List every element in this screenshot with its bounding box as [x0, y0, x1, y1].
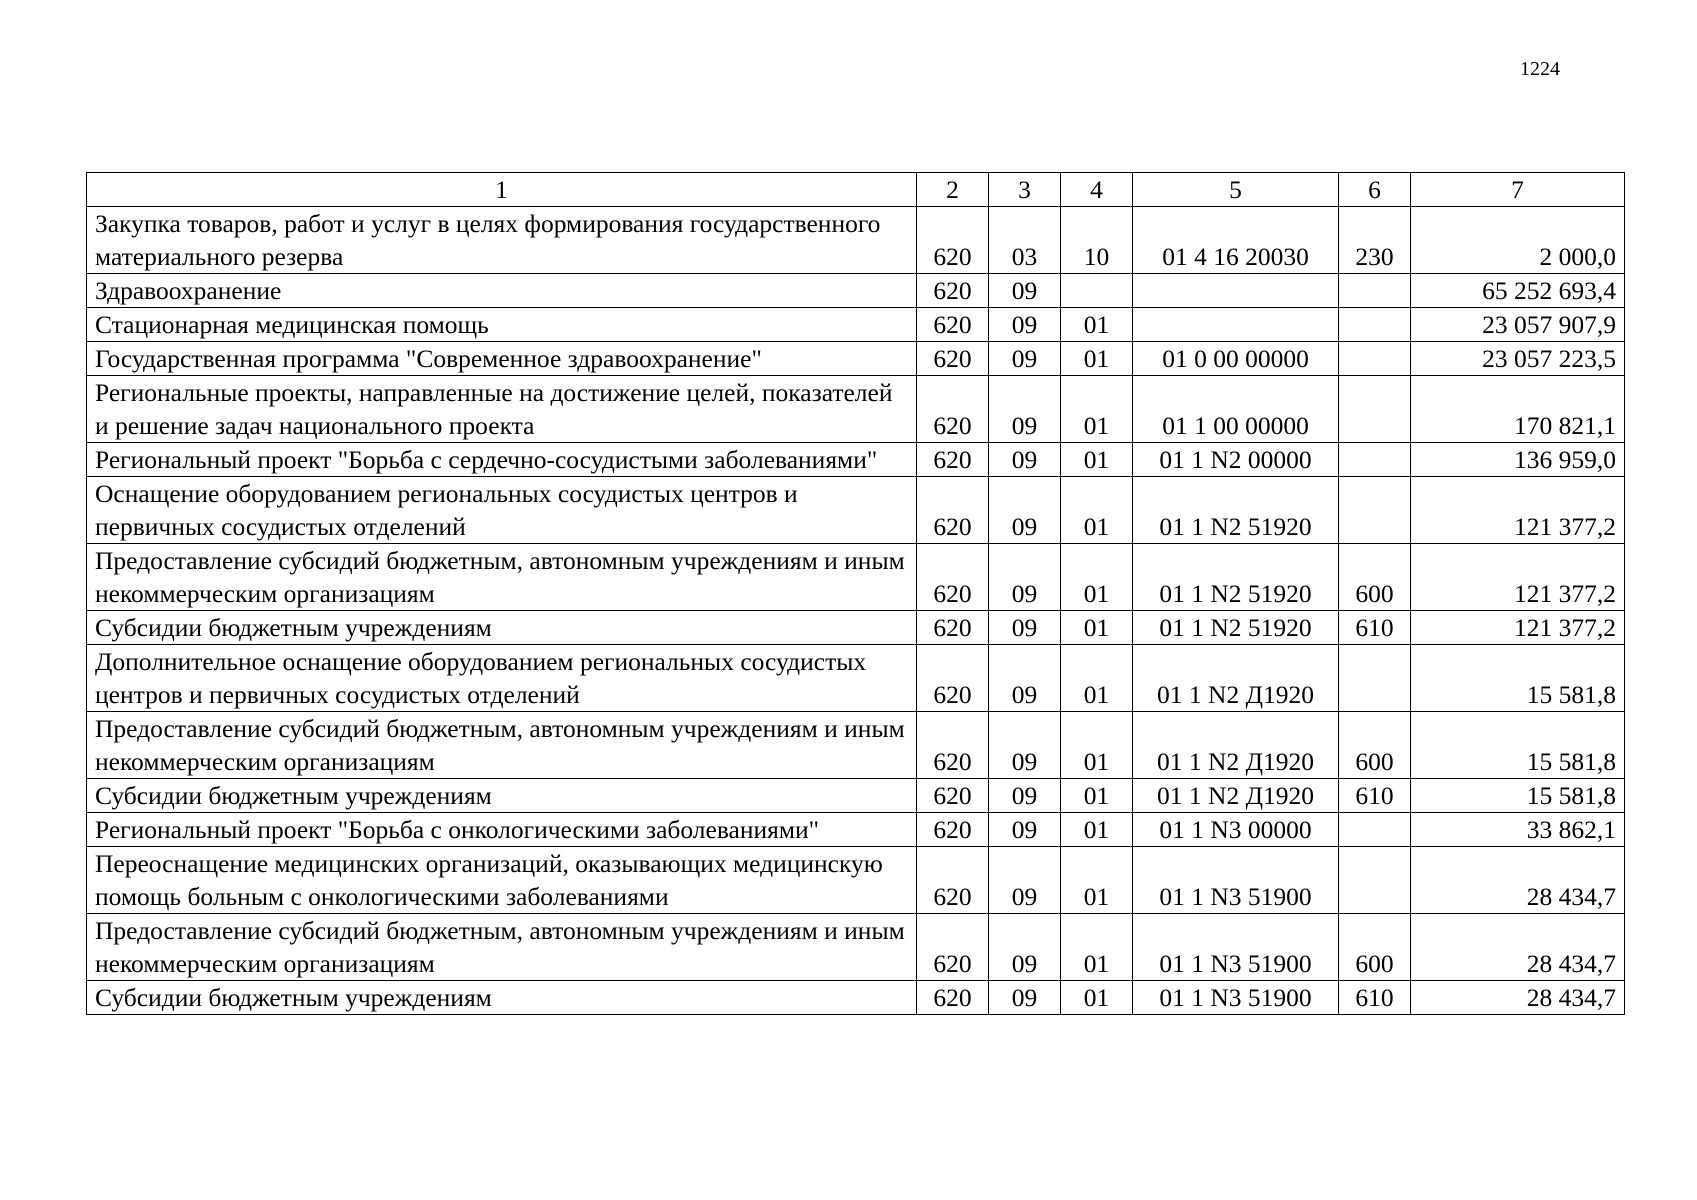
row-col-6: 600 — [1339, 544, 1411, 611]
column-header-2: 2 — [917, 173, 989, 207]
column-header-3: 3 — [989, 173, 1061, 207]
row-name: Здравоохранение — [87, 274, 917, 308]
row-col-3: 09 — [989, 813, 1061, 847]
row-name: Региональный проект "Борьба с онкологическими заболеваниями" — [87, 813, 917, 847]
row-name: Предоставление субсидий бюджетным, автономным учреждениям и иным некоммерческим организациям — [87, 914, 917, 981]
row-col-4: 01 — [1061, 611, 1133, 645]
row-name: Субсидии бюджетным учреждениям — [87, 779, 917, 813]
row-col-4: 01 — [1061, 477, 1133, 544]
row-name: Предоставление субсидий бюджетным, автономным учреждениям и иным некоммерческим организациям — [87, 544, 917, 611]
row-col-4: 01 — [1061, 847, 1133, 914]
row-name: Государственная программа "Современное здравоохранение" — [87, 342, 917, 376]
table-row — [87, 813, 1625, 847]
row-col-3: 09 — [989, 847, 1061, 914]
row-col-5: 01 4 16 20030 — [1133, 207, 1339, 274]
row-col-4: 01 — [1061, 779, 1133, 813]
row-name: Региональный проект "Борьба с сердечно-сосудистыми заболеваниями" — [87, 443, 917, 477]
column-header-7: 7 — [1411, 173, 1625, 207]
table-row — [87, 611, 1625, 645]
row-col-6 — [1339, 847, 1411, 914]
row-col-5: 01 1 N2 Д1920 — [1133, 779, 1339, 813]
row-col-3: 09 — [989, 645, 1061, 712]
row-col-5: 01 1 N2 Д1920 — [1133, 712, 1339, 779]
header-row — [87, 173, 1625, 207]
row-col-2: 620 — [917, 443, 989, 477]
table-row — [87, 645, 1625, 712]
row-col-4: 01 — [1061, 308, 1133, 342]
row-col-5: 01 1 N3 51900 — [1133, 981, 1339, 1015]
budget-table — [86, 172, 1625, 1015]
row-col-2: 620 — [917, 779, 989, 813]
row-col-5: 01 1 N2 51920 — [1133, 477, 1339, 544]
column-header-1: 1 — [87, 173, 917, 207]
row-col-2: 620 — [917, 376, 989, 443]
page-number: 1224 — [1520, 58, 1560, 80]
row-col-5: 01 1 N3 51900 — [1133, 847, 1339, 914]
row-col-6 — [1339, 308, 1411, 342]
row-name: Стационарная медицинская помощь — [87, 308, 917, 342]
row-col-3: 09 — [989, 712, 1061, 779]
row-amount: 136 959,0 — [1411, 443, 1625, 477]
row-col-3: 09 — [989, 981, 1061, 1015]
row-amount: 23 057 907,9 — [1411, 308, 1625, 342]
row-col-2: 620 — [917, 981, 989, 1015]
row-name: Региональные проекты, направленные на достижение целей, показателей и решение задач национального проекта — [87, 376, 917, 443]
row-col-6: 230 — [1339, 207, 1411, 274]
row-col-3: 03 — [989, 207, 1061, 274]
row-col-3: 09 — [989, 376, 1061, 443]
row-col-3: 09 — [989, 779, 1061, 813]
row-col-6: 610 — [1339, 611, 1411, 645]
table-row — [87, 274, 1625, 308]
row-col-5: 01 1 N2 Д1920 — [1133, 645, 1339, 712]
row-col-4: 01 — [1061, 981, 1133, 1015]
table-row — [87, 207, 1625, 274]
row-col-4: 01 — [1061, 914, 1133, 981]
row-col-5: 01 0 00 00000 — [1133, 342, 1339, 376]
row-col-6: 610 — [1339, 779, 1411, 813]
table-row — [87, 376, 1625, 443]
row-amount: 28 434,7 — [1411, 981, 1625, 1015]
row-col-2: 620 — [917, 342, 989, 376]
row-col-2: 620 — [917, 274, 989, 308]
row-col-2: 620 — [917, 611, 989, 645]
row-col-2: 620 — [917, 207, 989, 274]
row-col-5: 01 1 N2 51920 — [1133, 544, 1339, 611]
row-name: Оснащение оборудованием региональных сосудистых центров и первичных сосудистых отделений — [87, 477, 917, 544]
row-amount: 121 377,2 — [1411, 611, 1625, 645]
row-col-4: 01 — [1061, 342, 1133, 376]
row-col-4: 01 — [1061, 813, 1133, 847]
row-col-2: 620 — [917, 308, 989, 342]
row-amount: 170 821,1 — [1411, 376, 1625, 443]
table-row — [87, 308, 1625, 342]
row-col-4: 01 — [1061, 645, 1133, 712]
table-row — [87, 443, 1625, 477]
table-body — [87, 173, 1625, 1015]
row-name: Предоставление субсидий бюджетным, автономным учреждениям и иным некоммерческим организациям — [87, 712, 917, 779]
row-amount: 121 377,2 — [1411, 544, 1625, 611]
row-col-4: 01 — [1061, 544, 1133, 611]
row-col-3: 09 — [989, 308, 1061, 342]
row-col-2: 620 — [917, 645, 989, 712]
row-name: Субсидии бюджетным учреждениям — [87, 981, 917, 1015]
row-col-6 — [1339, 645, 1411, 712]
row-col-2: 620 — [917, 544, 989, 611]
table-row — [87, 847, 1625, 914]
column-header-4: 4 — [1061, 173, 1133, 207]
row-col-3: 09 — [989, 611, 1061, 645]
row-col-3: 09 — [989, 443, 1061, 477]
row-col-3: 09 — [989, 914, 1061, 981]
row-col-6 — [1339, 813, 1411, 847]
table-row — [87, 342, 1625, 376]
table-row — [87, 779, 1625, 813]
row-col-2: 620 — [917, 813, 989, 847]
row-col-5 — [1133, 274, 1339, 308]
row-col-3: 09 — [989, 274, 1061, 308]
row-col-6: 600 — [1339, 914, 1411, 981]
row-col-3: 09 — [989, 342, 1061, 376]
row-col-6 — [1339, 477, 1411, 544]
column-header-5: 5 — [1133, 173, 1339, 207]
row-amount: 28 434,7 — [1411, 914, 1625, 981]
row-col-2: 620 — [917, 712, 989, 779]
row-col-4 — [1061, 274, 1133, 308]
row-name: Закупка товаров, работ и услуг в целях формирования государственного материального резерва — [87, 207, 917, 274]
row-col-6 — [1339, 274, 1411, 308]
table-row — [87, 477, 1625, 544]
table-row — [87, 914, 1625, 981]
row-col-6: 600 — [1339, 712, 1411, 779]
row-col-4: 10 — [1061, 207, 1133, 274]
row-col-4: 01 — [1061, 376, 1133, 443]
row-col-5: 01 1 N2 00000 — [1133, 443, 1339, 477]
row-amount: 33 862,1 — [1411, 813, 1625, 847]
table-row — [87, 981, 1625, 1015]
row-amount: 2 000,0 — [1411, 207, 1625, 274]
row-amount: 15 581,8 — [1411, 645, 1625, 712]
row-amount: 65 252 693,4 — [1411, 274, 1625, 308]
row-col-6 — [1339, 443, 1411, 477]
row-name: Дополнительное оснащение оборудованием региональных сосудистых центров и первичных сосудистых отделений — [87, 645, 917, 712]
row-col-5: 01 1 N3 00000 — [1133, 813, 1339, 847]
row-col-6 — [1339, 376, 1411, 443]
row-col-4: 01 — [1061, 443, 1133, 477]
row-col-6: 610 — [1339, 981, 1411, 1015]
row-col-3: 09 — [989, 544, 1061, 611]
row-name: Субсидии бюджетным учреждениям — [87, 611, 917, 645]
row-amount: 121 377,2 — [1411, 477, 1625, 544]
table-row — [87, 712, 1625, 779]
row-col-2: 620 — [917, 914, 989, 981]
row-amount: 28 434,7 — [1411, 847, 1625, 914]
row-col-5: 01 1 N3 51900 — [1133, 914, 1339, 981]
row-col-3: 09 — [989, 477, 1061, 544]
row-col-5: 01 1 00 00000 — [1133, 376, 1339, 443]
row-col-5: 01 1 N2 51920 — [1133, 611, 1339, 645]
row-name: Переоснащение медицинских организаций, оказывающих медицинскую помощь больным с онкологическими заболеваниями — [87, 847, 917, 914]
row-amount: 15 581,8 — [1411, 779, 1625, 813]
row-col-2: 620 — [917, 847, 989, 914]
row-col-5 — [1133, 308, 1339, 342]
row-col-2: 620 — [917, 477, 989, 544]
row-amount: 23 057 223,5 — [1411, 342, 1625, 376]
row-col-4: 01 — [1061, 712, 1133, 779]
row-col-6 — [1339, 342, 1411, 376]
column-header-6: 6 — [1339, 173, 1411, 207]
table-row — [87, 544, 1625, 611]
row-amount: 15 581,8 — [1411, 712, 1625, 779]
